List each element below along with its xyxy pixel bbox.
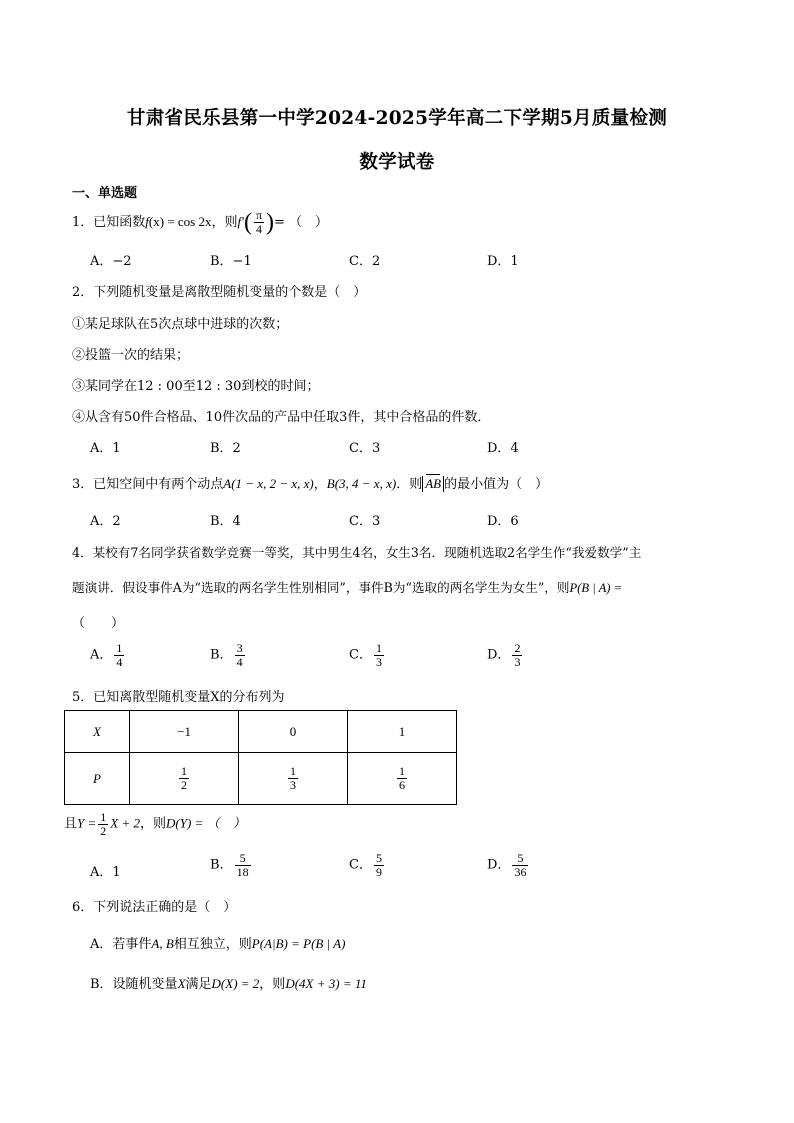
q3-magnitude — [422, 476, 444, 492]
q1-close-paren: ) — [266, 209, 275, 236]
q4-cond-prob: P(B | A) = — [569, 581, 623, 595]
p1-den: 2 — [181, 778, 188, 792]
p2-den: 3 — [290, 778, 296, 792]
q3-option-d: D．6 — [487, 514, 519, 529]
q6-a-text-a: A．若事件 — [90, 937, 152, 952]
q5-option-d-label: D． — [487, 857, 511, 873]
q4-option-c-fraction — [374, 642, 384, 668]
question-4-line-1: 4．某校有7名同学获省数学竞赛一等奖，其中男生4名，女生3名．现随机选取2名学生作“我爱数学”主 — [72, 545, 642, 560]
q3-text-c: 的最小值为（ ） — [444, 477, 549, 492]
q4-option-b-label: B． — [210, 647, 233, 663]
q5-cond-y: Y = — [77, 815, 97, 831]
question-4-line-2 — [72, 577, 622, 596]
question-5-stem: 5．已知离散型随机变量X的分布列为 — [72, 690, 285, 705]
q3-text-a: 3．已知空间中有两个动点 — [72, 477, 224, 492]
table-cell-p3 — [347, 753, 456, 805]
q1-frac-den: 4 — [256, 222, 262, 236]
q3-option-b: B．4 — [210, 514, 241, 529]
q5-condition — [64, 811, 246, 837]
q6-option-a — [90, 933, 345, 952]
q4-d-num: 2 — [514, 641, 521, 655]
question-4-line-3: （ ） — [72, 616, 125, 631]
q1-option-a: A．−2 — [90, 254, 132, 269]
q2-item-2: ②投篮一次的结果； — [72, 348, 190, 363]
q4-d-den: 3 — [514, 654, 521, 669]
q6-b-text-a: B．设随机变量 — [90, 977, 178, 992]
table-header-p: P — [65, 753, 130, 805]
document-title: 甘肃省民乐县第一中学2024-2025学年高二下学期5月质量检测 — [126, 108, 668, 129]
q3-option-c: C．3 — [349, 514, 381, 529]
p3-num: 1 — [398, 764, 405, 779]
table-cell-x2: 0 — [239, 711, 348, 753]
q4-option-d-fraction — [512, 642, 522, 668]
table-cell-x3: 1 — [347, 711, 456, 753]
q4-line2-text: 题演讲．假设事件A为“选取的两名学生性别相同”，事件B为“选取的两名学生为女生”，则 — [72, 580, 570, 595]
q5-cond-den: 2 — [100, 823, 107, 838]
question-6-stem: 6．下列说法正确的是（ ） — [72, 900, 237, 915]
distribution-row-p — [65, 753, 457, 805]
p3-fraction — [397, 765, 407, 791]
q4-option-a-label: A． — [90, 647, 113, 663]
q2-item-3: ③某同学在12 : 00至12 : 30到校的时间； — [72, 379, 320, 394]
q4-c-den: 3 — [375, 654, 382, 669]
q5-cond-expr: X + 2 — [110, 815, 140, 831]
p1-num: 1 — [181, 764, 188, 779]
q4-option-b — [210, 642, 247, 668]
q5-cond-dy: D(Y) = （ ） — [166, 815, 246, 831]
q1-text-b: ，则 — [211, 215, 238, 230]
q4-option-a — [90, 642, 126, 668]
q4-option-a-fraction — [114, 642, 124, 668]
q6-b-text-b: 满足 — [185, 977, 212, 992]
q6-b-formula: D(4X + 3) = 11 — [285, 976, 367, 991]
question-2-stem: 2．下列随机变量是离散型随机变量的个数是（ ） — [72, 285, 367, 300]
q5-b-num: 5 — [235, 852, 251, 866]
q5-c-num: 5 — [375, 851, 382, 865]
q5-option-d-fraction — [512, 852, 528, 878]
q1-fraction — [254, 209, 264, 235]
q4-b-num: 3 — [236, 641, 243, 655]
q1-option-b: B．−1 — [210, 254, 252, 269]
q6-option-b — [90, 973, 367, 992]
q6-a-events: A, B — [151, 936, 174, 951]
p2-fraction — [288, 765, 298, 791]
q6-a-formula: P(A|B) = P(B | A) — [251, 936, 346, 951]
q5-option-b — [210, 852, 253, 878]
q5-option-c-label: C． — [349, 857, 372, 873]
q3-point-b: B(3, 4 − x, x) — [326, 476, 397, 491]
q2-option-b: B．2 — [210, 441, 241, 456]
q6-b-var: X — [177, 976, 186, 991]
q5-cond-fraction — [98, 811, 108, 837]
question-1-stem — [72, 206, 328, 239]
q3-option-a: A．2 — [90, 514, 121, 529]
q3-text-b: ．则 — [396, 477, 423, 492]
q4-option-c-label: C． — [349, 647, 372, 663]
q2-item-1: ①某足球队在5次点球中进球的次数； — [72, 317, 289, 332]
q5-b-den: 18 — [236, 864, 249, 879]
q5-cond-num: 1 — [100, 810, 107, 824]
q3-point-a: A(1 − x, 2 − x, x) — [223, 476, 314, 491]
q5-option-c-fraction — [374, 852, 384, 878]
q4-a-num: 1 — [116, 641, 123, 655]
section-heading: 一、单选题 — [72, 186, 138, 201]
q5-d-den: 36 — [514, 864, 527, 879]
distribution-table — [64, 710, 457, 805]
document-subtitle: 数学试卷 — [359, 152, 435, 173]
q5-option-b-fraction — [235, 852, 251, 878]
q5-option-c — [349, 852, 386, 878]
q5-cond-text-a: 且 — [64, 816, 78, 832]
q4-a-den: 4 — [116, 654, 123, 669]
q2-option-d: D．4 — [487, 441, 519, 456]
q1-fprime: f′ — [237, 214, 244, 229]
p3-den: 6 — [398, 778, 405, 792]
p1-fraction — [179, 765, 189, 791]
q2-option-c: C．3 — [349, 441, 381, 456]
table-cell-p1 — [130, 753, 239, 805]
q5-option-a: A．1 — [90, 865, 121, 880]
q4-option-c — [349, 642, 386, 668]
q4-option-d-label: D． — [487, 647, 511, 663]
table-cell-x1: −1 — [130, 711, 239, 753]
q5-d-num: 5 — [512, 852, 528, 866]
q5-c-den: 9 — [375, 864, 382, 879]
q1-frac-num: π — [255, 208, 263, 223]
q5-option-b-label: B． — [210, 857, 233, 873]
q5-option-d — [487, 852, 530, 878]
q6-a-text-b: 相互独立，则 — [173, 937, 252, 952]
q1-eq2: = （ ） — [274, 215, 329, 230]
q2-option-a: A．1 — [90, 441, 121, 456]
q1-text-a: 1．已知函数 — [72, 215, 146, 230]
q1-option-d: D．1 — [487, 254, 519, 269]
q3-sep: ， — [313, 477, 327, 492]
q4-option-d — [487, 642, 524, 668]
q4-option-b-fraction — [235, 642, 245, 668]
table-header-x: X — [65, 711, 130, 753]
q4-c-num: 1 — [375, 641, 382, 655]
question-3-stem — [72, 473, 548, 492]
q2-item-4: ④从含有50件合格品、10件次品的产品中任取3件，其中合格品的件数． — [72, 410, 491, 425]
q1-open-paren: ( — [243, 209, 252, 236]
q3-vector-ab: AB — [425, 476, 442, 491]
distribution-row-x — [65, 711, 457, 753]
q5-cond-text-c: ，则 — [140, 816, 167, 832]
table-cell-p2 — [239, 753, 348, 805]
q1-fx: f — [145, 214, 149, 229]
q4-b-den: 4 — [236, 654, 243, 669]
q1-option-c: C．2 — [349, 254, 381, 269]
q1-eq: (x) = cos 2x — [148, 214, 212, 229]
q6-b-dx: D(X) = 2 — [211, 976, 260, 991]
q6-b-text-d: ，则 — [259, 977, 286, 992]
p2-num: 1 — [290, 764, 296, 779]
